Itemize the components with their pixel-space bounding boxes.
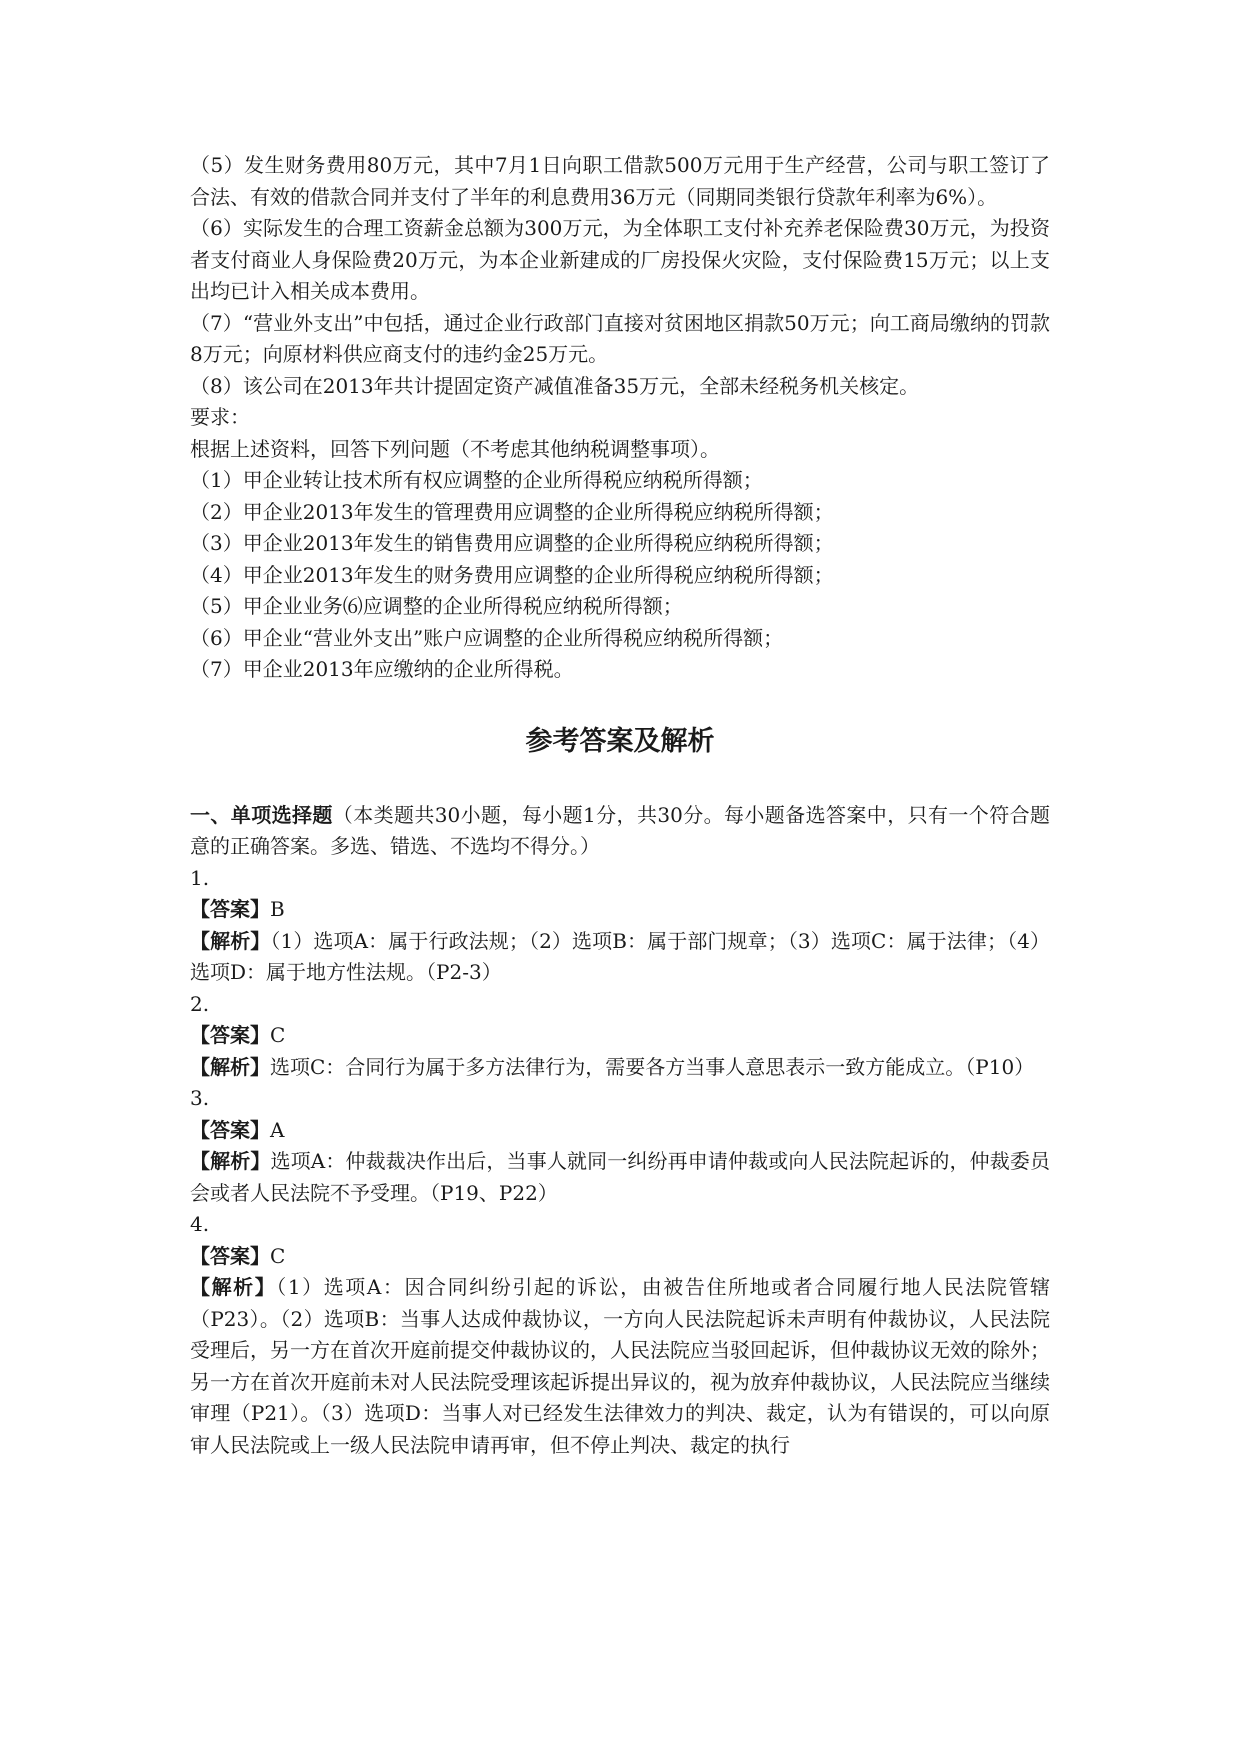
problem-item-6: （6）实际发生的合理工资薪金总额为300万元，为全体职工支付补充养老保险费30万元，为投资者支付商业人身保险费20万元，为本企业新建成的厂房投保火灾险，支付保险费15万元；以上支出均已计入相关成本费用。: [190, 216, 1050, 303]
answers-title: 参考答案及解析: [525, 725, 715, 757]
question-5: （5）甲企业业务⑹应调整的企业所得税应纳税所得额；: [190, 594, 683, 618]
answer-label: 【答案】: [190, 1117, 270, 1142]
explanation-label: 【解析】: [190, 928, 271, 953]
question-1: （1）甲企业转让技术所有权应调整的企业所得税应纳税所得额；: [190, 468, 763, 492]
explanation-line: [190, 1272, 1050, 1461]
question-2: （2）甲企业2013年发生的管理费用应调整的企业所得税应纳税所得额；: [190, 499, 834, 524]
answer-line: [190, 1115, 1050, 1147]
requirement-intro: 根据上述资料，回答下列问题（不考虑其他纳税调整事项）。: [190, 436, 720, 461]
answer-value: B: [270, 897, 285, 921]
answer-number: 4.: [190, 1212, 210, 1236]
answer-value: C: [270, 1023, 286, 1047]
answer-line: [190, 1020, 1050, 1052]
explanation-line: [190, 926, 1050, 989]
answer-label: 【答案】: [190, 897, 270, 921]
explanation-label: 【解析】: [190, 1275, 277, 1299]
problem-item-7: （7）“营业外支出”中包括，通过企业行政部门直接对贫困地区捐款50万元；向工商局缴纳的罚款8万元；向原材料供应商支付的违约金25万元。: [190, 310, 1050, 366]
answer-number: 3.: [190, 1086, 210, 1110]
section-heading: 一、单项选择题: [190, 802, 333, 827]
answer-label: 【答案】: [190, 1023, 270, 1047]
section-note: （本类题共30小题，每小题1分，共30分。每小题备选答案中，只有一个符合题意的正确答案。多选、错选、不选均不得分。）: [190, 802, 1050, 858]
explanation-text: （1）选项A：因合同纠纷引起的诉讼，由被告住所地或者合同履行地人民法院管辖（P23）。（2）选项B：当事人达成仲裁协议，一方向人民法院起诉未声明有仲裁协议，人民法院受理后，另一方在首次开庭前提交仲裁协议的，人民法院应当驳回起诉，但仲裁协议无效的除外；另一方在首次开庭前未对人民法院受理该起诉提出异议的，视为放弃仲裁协议，人民法院应当继续审理（P21）。（3）选项D：当事人对已经发生法律效力的判决、裁定，认为有错误的，可以向原审人民法院或上一级人民法院申请再审，但不停止判决、裁定的执行: [190, 1275, 1051, 1457]
explanation-text: 选项A：仲裁裁决作出后，当事人就同一纠纷再申请仲裁或向人民法院起诉的，仲裁委员会或者人民法院不予受理。（P19、P22）: [190, 1149, 1050, 1205]
answer-value: A: [270, 1117, 285, 1142]
explanation-line: [190, 1146, 1050, 1209]
explanation-text: （1）选项A：属于行政法规；（2）选项B：属于部门规章；（3）选项C：属于法律；（4）选项D：属于地方性法规。（P2-3）: [190, 928, 1050, 984]
problem-item-5: （5）发生财务费用80万元，其中7月1日向职工借款500万元用于生产经营，公司与职工签订了合法、有效的借款合同并支付了半年的利息费用36万元（同期同类银行贷款年利率为6%）。: [190, 153, 1050, 209]
question-3: （3）甲企业2013年发生的销售费用应调整的企业所得税应纳税所得额；: [190, 531, 834, 555]
answer-line: [190, 894, 1050, 926]
question-4: （4）甲企业2013年发生的财务费用应调整的企业所得税应纳税所得额；: [190, 562, 834, 587]
answer-number: 1.: [190, 865, 210, 890]
answer-value: C: [270, 1243, 286, 1268]
explanation-text: 选项C：合同行为属于多方法律行为，需要各方当事人意思表示一致方能成立。（P10）: [270, 1054, 1035, 1079]
explanation-label: 【解析】: [190, 1149, 271, 1173]
section-heading-paragraph: [190, 800, 1050, 863]
answer-label: 【答案】: [190, 1243, 270, 1268]
answer-line: [190, 1241, 1050, 1273]
problem-item-8: （8）该公司在2013年共计提固定资产减值准备35万元，全部未经税务机关核定。: [190, 373, 920, 398]
explanation-label: 【解析】: [190, 1054, 270, 1079]
requirement-label: 要求：: [190, 405, 250, 429]
document-page: [190, 150, 1050, 1461]
explanation-line: [190, 1052, 1050, 1084]
question-7: （7）甲企业2013年应缴纳的企业所得税。: [190, 657, 574, 681]
question-6: （6）甲企业“营业外支出”账户应调整的企业所得税应纳税所得额；: [190, 625, 784, 650]
answer-number: 2.: [190, 991, 210, 1016]
